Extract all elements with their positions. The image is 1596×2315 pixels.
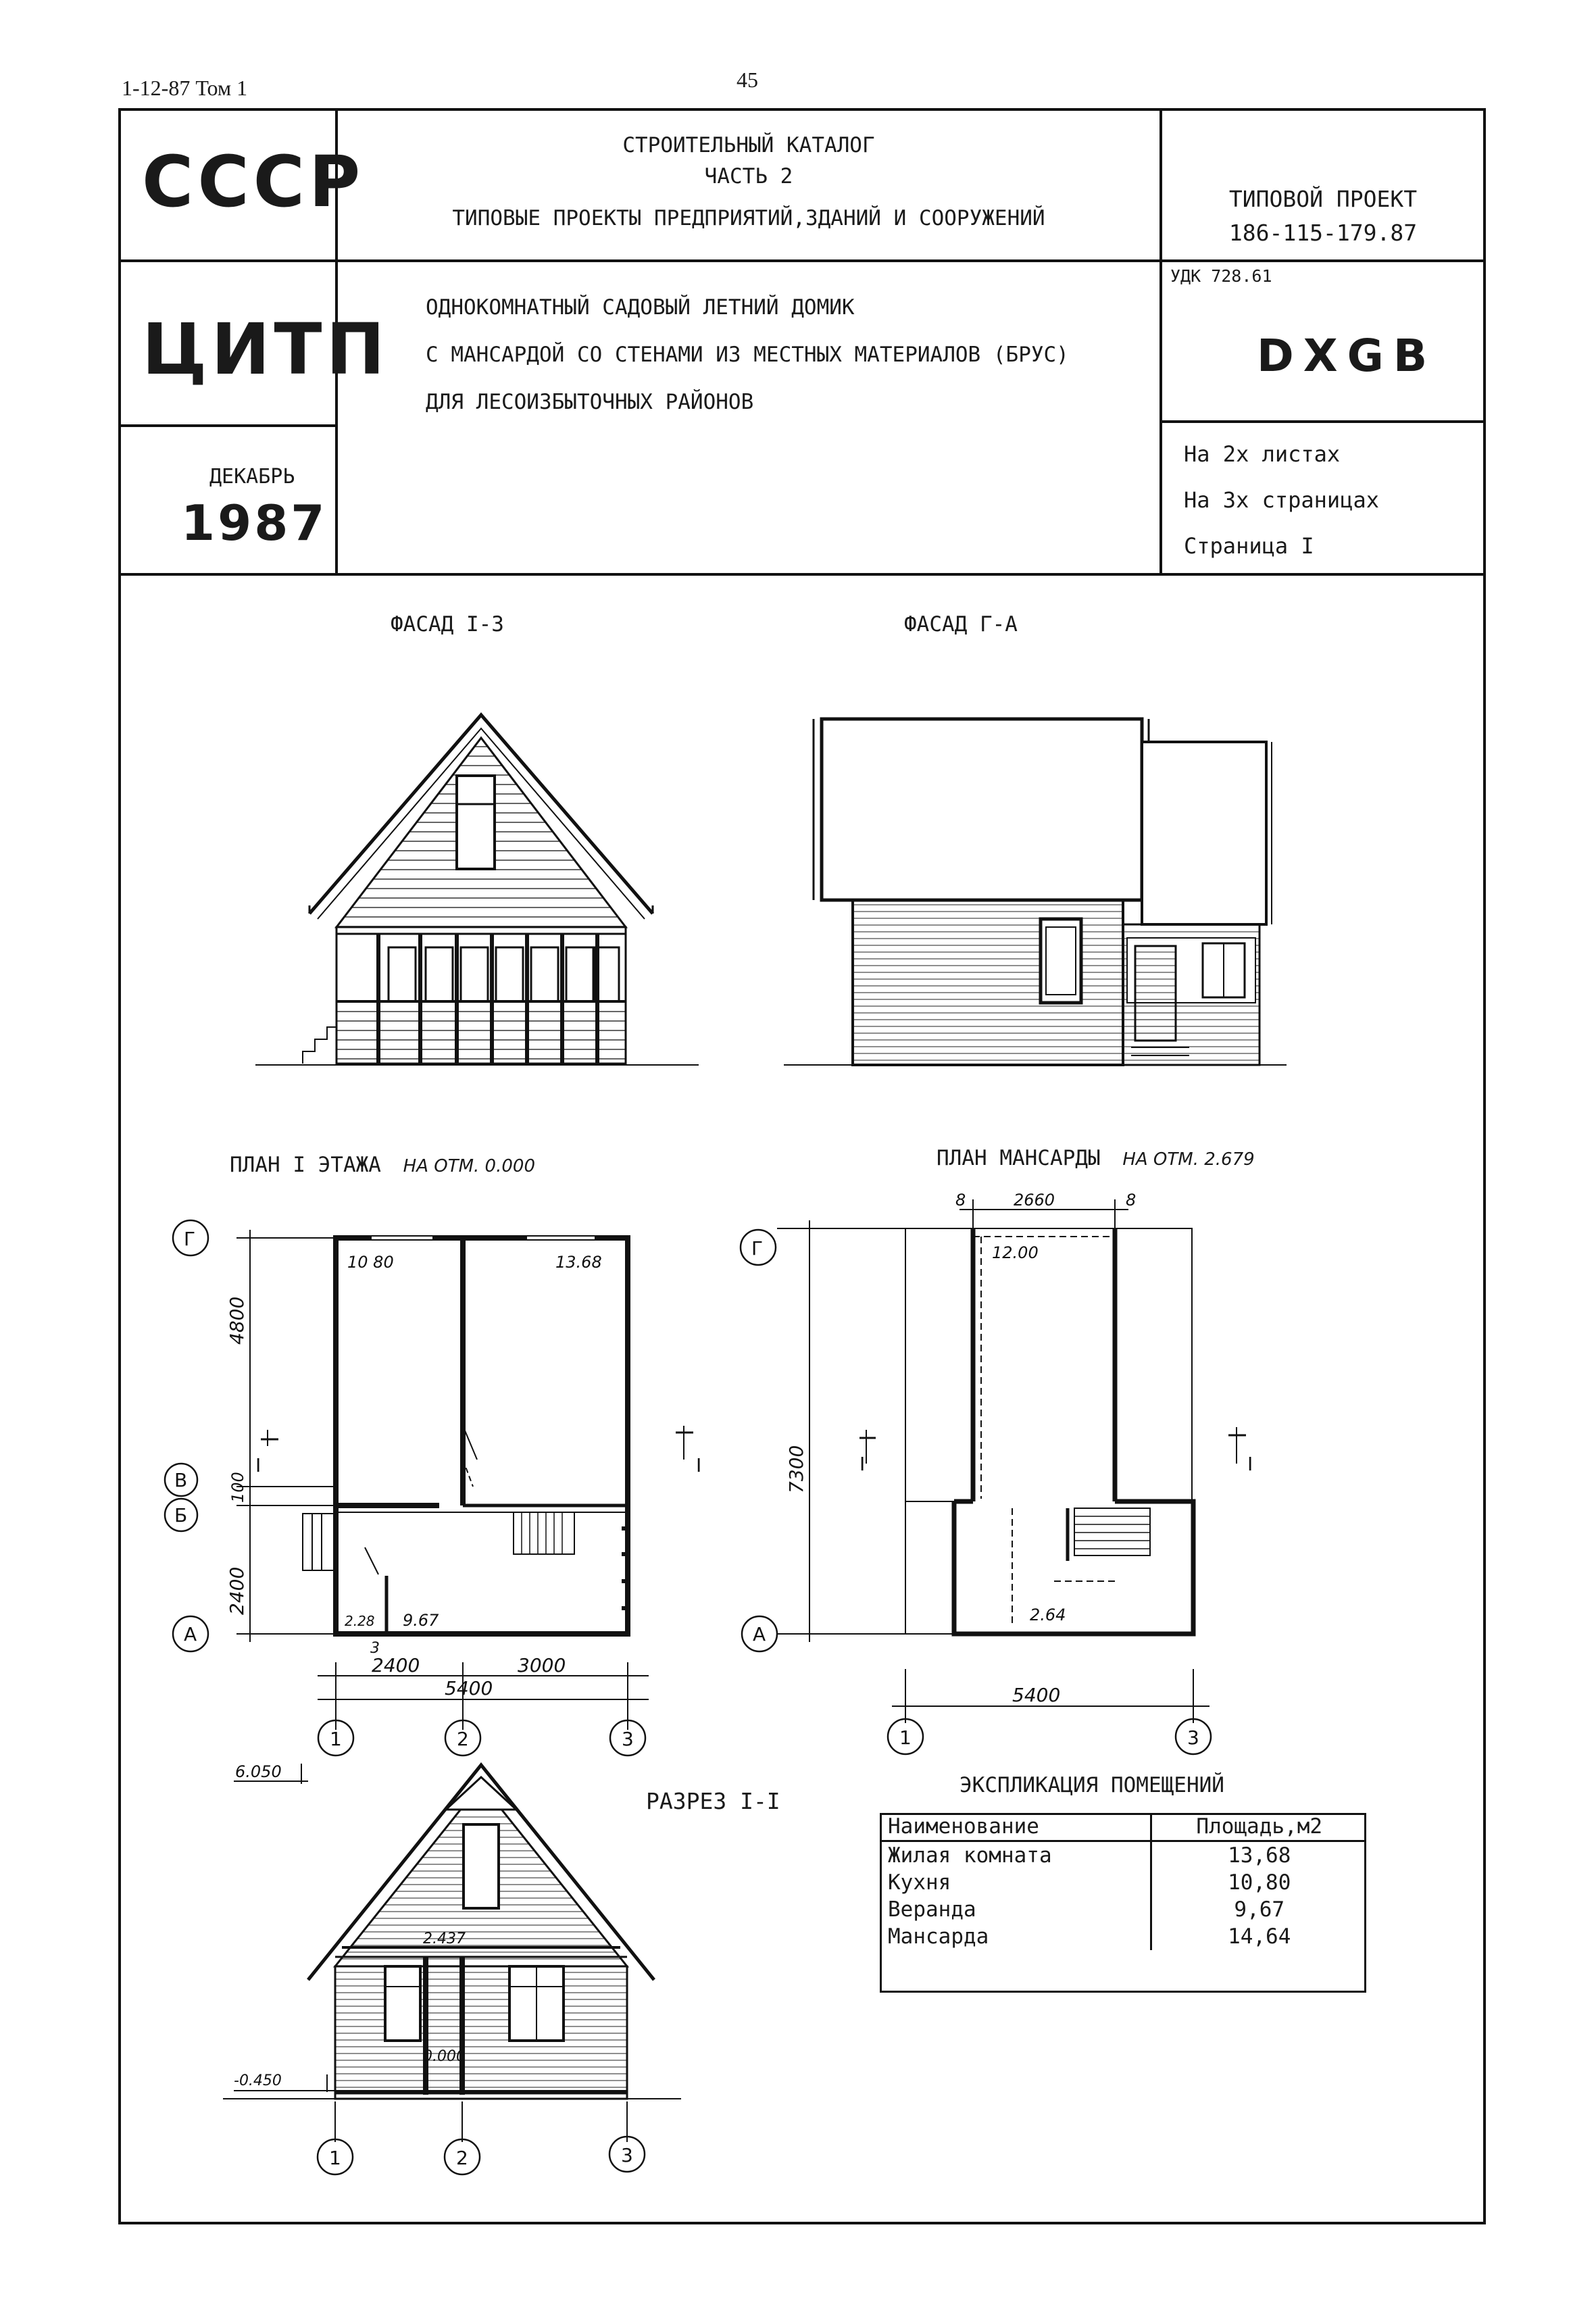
catalog-line-1: СТРОИТЕЛЬНЫЙ КАТАЛОГ xyxy=(622,133,875,157)
plan1-area-veranda: 9.67 xyxy=(403,1611,439,1630)
plan1-axis-v: В xyxy=(174,1469,188,1491)
room-name: Кухня xyxy=(888,1870,951,1895)
plan1-axis-3: 3 xyxy=(622,1728,634,1750)
facade-1-drawing xyxy=(255,715,699,1065)
table-row xyxy=(880,1923,1366,1950)
plan-1-name: ПЛАН I ЭТАЖА xyxy=(230,1153,381,1177)
plan2-axis-g: Г xyxy=(751,1237,764,1260)
table-header-row xyxy=(880,1813,1366,1841)
table-row xyxy=(880,1841,1366,1870)
section-level-bottom: -0.450 xyxy=(234,2072,282,2089)
col-area-header: Площадь,м2 xyxy=(1151,1813,1366,1841)
plan2-dim-5400: 5400 xyxy=(1012,1684,1061,1706)
plan-1-level: НА ОТМ. 0.000 xyxy=(403,1156,535,1176)
sheets-count: На 2х листах xyxy=(1184,441,1341,467)
plan2-axis-1: 1 xyxy=(899,1726,912,1749)
plan1-dim-100: 100 xyxy=(228,1472,247,1503)
facade-1-title: ФАСАД I-3 xyxy=(391,612,504,637)
current-page: Страница I xyxy=(1184,533,1314,559)
org-citp: ЦИТП xyxy=(142,308,389,391)
plan1-area-kitchen: 10 80 xyxy=(347,1253,394,1272)
plan2-cut-right: I xyxy=(1247,1453,1253,1475)
issue-year: 1987 xyxy=(181,495,328,551)
plan1-axis-g: Г xyxy=(184,1228,196,1250)
org-ussr: СССР xyxy=(142,141,365,223)
plan2-axis-a: А xyxy=(753,1623,766,1645)
plan1-axis-b: Б xyxy=(174,1504,188,1526)
title-line-2: С МАНСАРДОЙ СО СТЕНАМИ ИЗ МЕСТНЫХ МАТЕРИАЛОВ (БРУС) xyxy=(426,343,1069,367)
plan-2-name: ПЛАН МАНСАРДЫ xyxy=(937,1146,1101,1170)
col-name-header: Наименование xyxy=(880,1813,1151,1841)
section-axis-2: 2 xyxy=(456,2147,468,2169)
page-number: 45 xyxy=(737,68,758,92)
room-area: 9,67 xyxy=(1151,1896,1366,1923)
catalog-line-2: ЧАСТЬ 2 xyxy=(704,164,793,189)
plan2-dim-8b: 8 xyxy=(1126,1191,1137,1210)
plan-2-level: НА ОТМ. 2.679 xyxy=(1122,1149,1255,1170)
plan1-cut-left: I xyxy=(255,1454,261,1476)
explication-table xyxy=(880,1813,1366,1950)
plan1-dim-2400h: 2400 xyxy=(372,1654,420,1676)
room-area: 13,68 xyxy=(1151,1841,1366,1870)
plan2-cut-left: I xyxy=(859,1453,866,1475)
title-line-1: ОДНОКОМНАТНЫЙ САДОВЫЙ ЛЕТНИЙ ДОМИК xyxy=(426,295,855,320)
project-label: ТИПОВОЙ ПРОЕКТ xyxy=(1228,186,1418,212)
section-level-mid: 2.437 xyxy=(423,1931,466,1947)
section-axis-1: 1 xyxy=(329,2147,341,2169)
plan1-area-small: 2.28 xyxy=(345,1613,375,1629)
series-label: 1-12-87 Том 1 xyxy=(122,76,248,100)
plan2-axis-3: 3 xyxy=(1187,1726,1199,1749)
project-number: 186-115-179.87 xyxy=(1228,220,1418,246)
plan1-dim-4800: 4800 xyxy=(226,1296,248,1345)
pages-count: На 3х страницах xyxy=(1184,487,1379,513)
udk-code: УДК 728.61 xyxy=(1170,266,1272,286)
section-drawing xyxy=(223,1764,681,2174)
plan2-dim-2660: 2660 xyxy=(1014,1191,1055,1210)
document-code: DXGB xyxy=(1257,330,1437,382)
plan2-dim-8a: 8 xyxy=(955,1191,966,1210)
plan2-dim-7300: 7300 xyxy=(785,1445,807,1493)
plan1-dim-2400v: 2400 xyxy=(226,1566,248,1615)
section-title: РАЗРЕЗ I-I xyxy=(646,1788,780,1814)
table-row xyxy=(880,1869,1366,1896)
facade-2-title: ФАСАД Г-А xyxy=(904,612,1018,637)
plan1-axis-a: А xyxy=(184,1623,197,1645)
room-area: 10,80 xyxy=(1151,1869,1366,1896)
plan1-dim-5400: 5400 xyxy=(445,1677,493,1699)
plan2-area-attic: 12.00 xyxy=(992,1243,1039,1262)
room-area: 14,64 xyxy=(1151,1923,1366,1950)
plan1-step-count: 3 xyxy=(370,1640,380,1657)
room-name: Мансарда xyxy=(888,1924,989,1949)
plan1-dim-3000: 3000 xyxy=(518,1654,566,1676)
plan1-cut-right: I xyxy=(696,1454,702,1476)
issue-month: ДЕКАБРЬ xyxy=(209,465,295,489)
section-axis-3: 3 xyxy=(621,2144,633,2166)
plan2-area-small: 2.64 xyxy=(1030,1605,1066,1624)
plan1-axis-1: 1 xyxy=(330,1728,342,1750)
room-name: Жилая комната xyxy=(888,1843,1052,1868)
title-line-3: ДЛЯ ЛЕСОИЗБЫТОЧНЫХ РАЙОНОВ xyxy=(426,390,754,414)
explication-title: ЭКСПЛИКАЦИЯ ПОМЕЩЕНИЙ xyxy=(959,1773,1224,1797)
plan1-axis-2: 2 xyxy=(457,1728,469,1750)
facade-2-drawing xyxy=(784,719,1287,1065)
section-level-zero: 0.000 xyxy=(423,2048,466,2065)
catalog-line-3: ТИПОВЫЕ ПРОЕКТЫ ПРЕДПРИЯТИЙ,ЗДАНИЙ И СООРУЖЕНИЙ xyxy=(452,206,1045,230)
plan1-area-living: 13.68 xyxy=(555,1253,602,1272)
room-name: Веранда xyxy=(888,1897,976,1922)
section-level-top: 6.050 xyxy=(235,1762,282,1781)
plan-2-drawing xyxy=(741,1199,1246,1754)
table-row xyxy=(880,1896,1366,1923)
